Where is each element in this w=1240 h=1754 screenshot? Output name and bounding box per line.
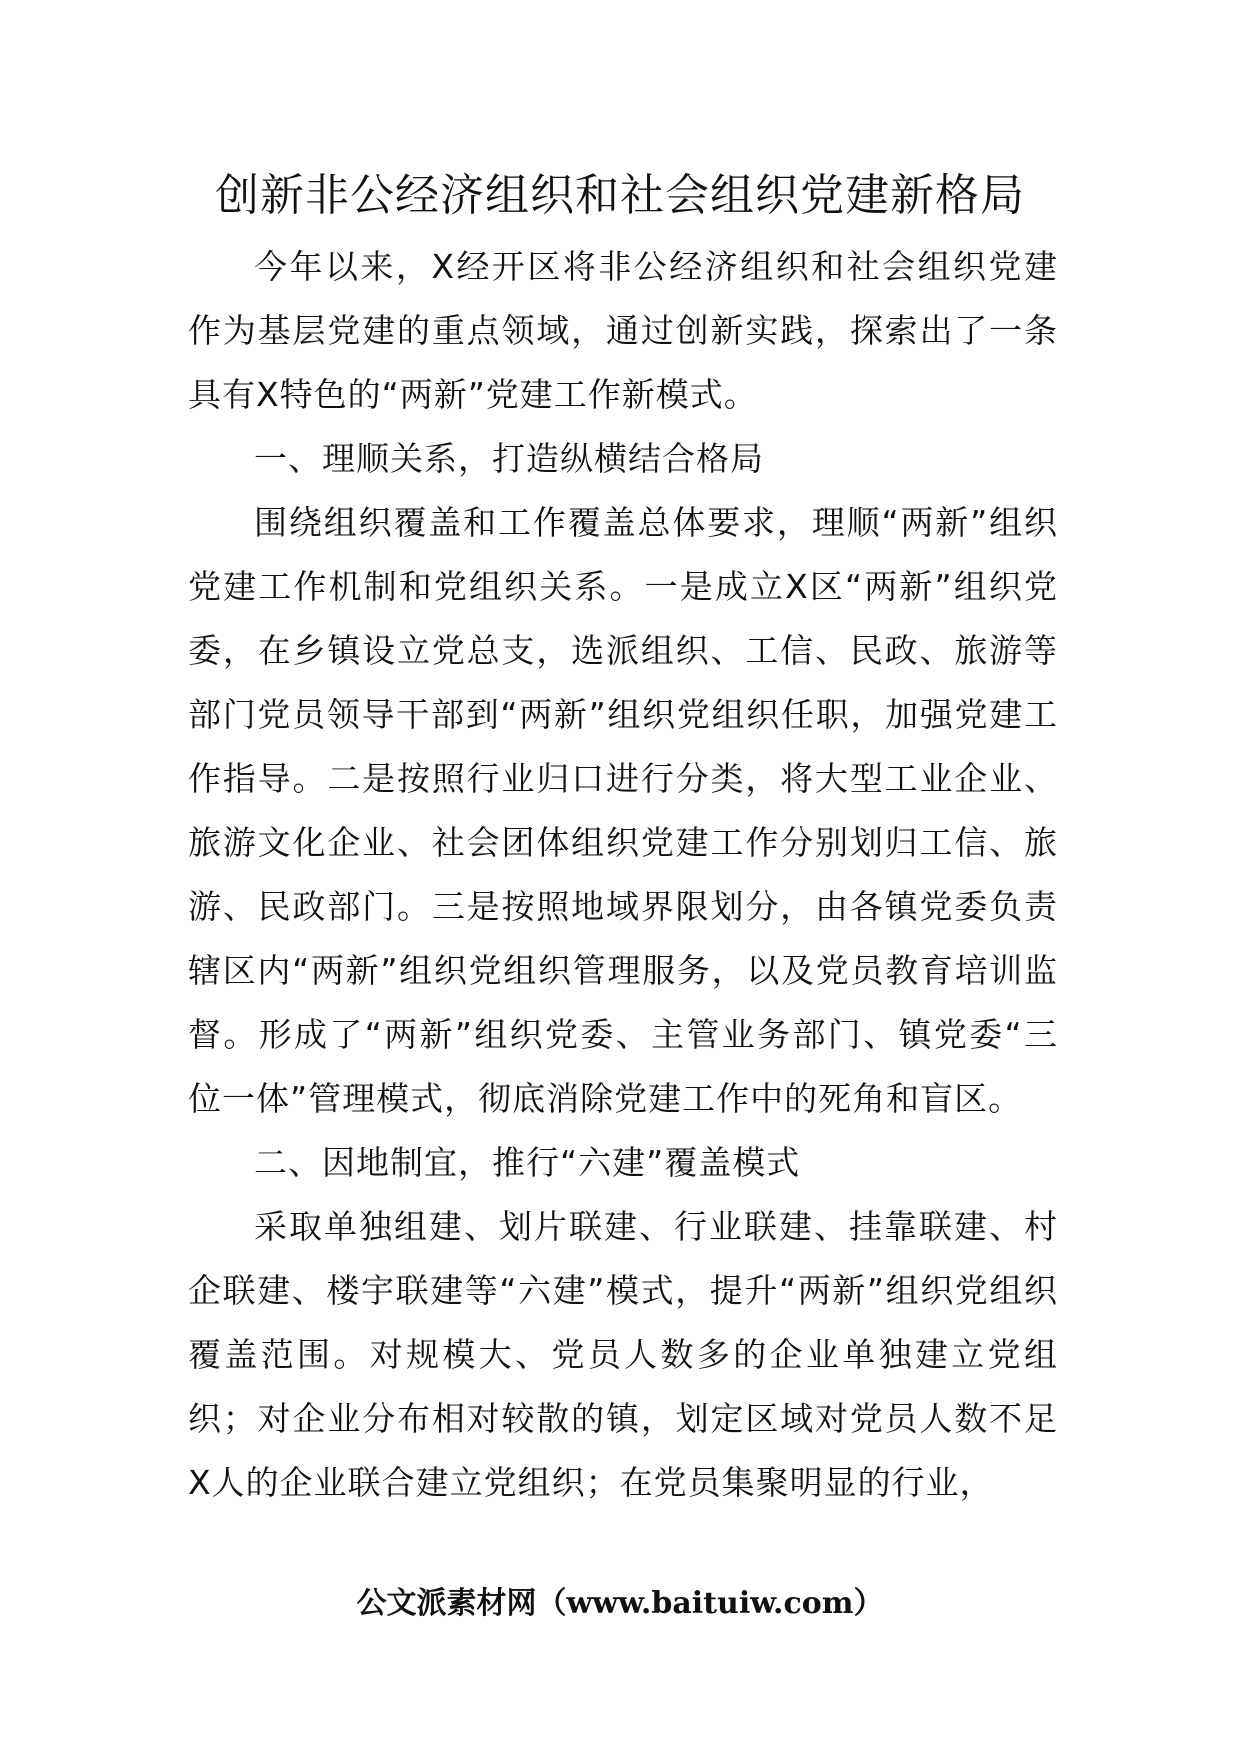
document-body bbox=[188, 235, 1058, 1515]
section-1-paragraph: 围绕组织覆盖和工作覆盖总体要求，理顺“两新”组织党建工作机制和党组织关系。一是成立X区“两新”组织党委，在乡镇设立党总支，选派组织、工信、民政、旅游等部门党员领导干部到“两新”组织党组织任职，加强党建工作指导。二是按照行业归口进行分类，将大型工业企业、旅游文化企业、社会团体组织党建工作分别划归工信、旅游、民政部门。三是按照地域界限划分，由各镇党委负责辖区内“两新”组织党组织管理服务，以及党员教育培训监督。形成了“两新”组织党委、主管业务部门、镇党委“三位一体”管理模式，彻底消除党建工作中的死角和盲区。 bbox=[188, 503, 1058, 1118]
footer-watermark: 公文派素材网（www.baituiw.com） bbox=[356, 1586, 884, 1621]
section-heading-1: 一、理顺关系，打造纵横结合格局 bbox=[254, 439, 764, 478]
section-heading-2: 二、因地制宜，推行“六建”覆盖模式 bbox=[254, 1143, 801, 1182]
intro-paragraph: 今年以来，X经开区将非公经济组织和社会组织党建作为基层党建的重点领域，通过创新实践，探索出了一条具有X特色的“两新”党建工作新模式。 bbox=[188, 247, 1058, 414]
document-title: 创新非公经济组织和社会组织党建新格局 bbox=[215, 170, 1025, 221]
section-2-paragraph: 采取单独组建、划片联建、行业联建、挂靠联建、村企联建、楼宇联建等“六建”模式，提升“两新”组织党组织覆盖范围。对规模大、党员人数多的企业单独建立党组织；对企业分布相对较散的镇，划定区域对党员人数不足X人的企业联合建立党组织；在党员集聚明显的行业， bbox=[188, 1207, 1058, 1502]
